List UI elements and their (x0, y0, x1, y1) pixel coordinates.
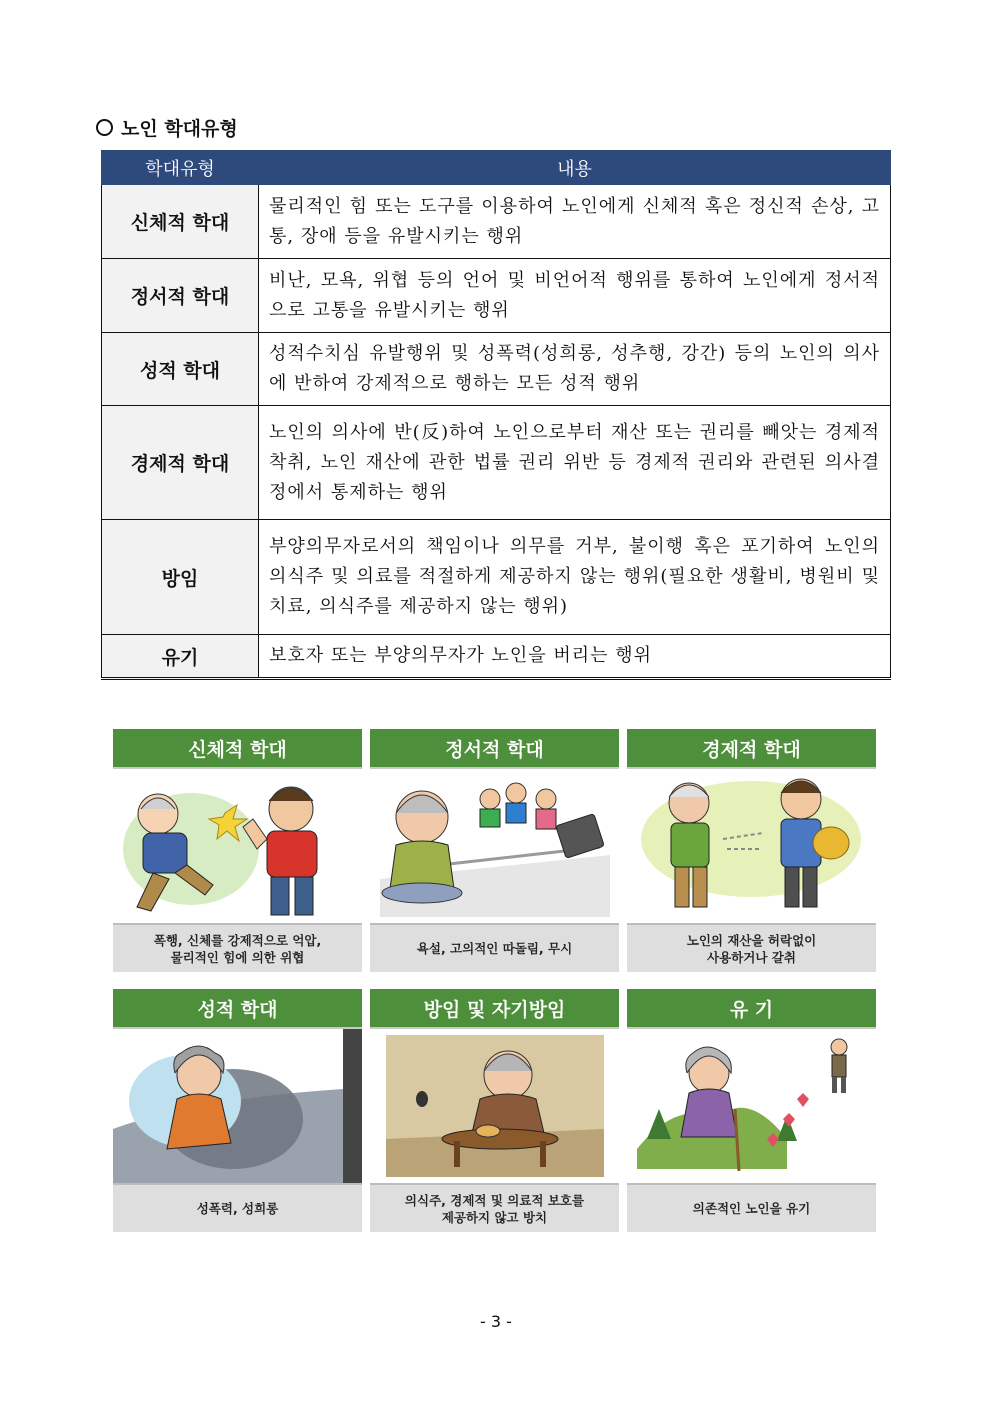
type-cell: 경제적 학대 (102, 406, 259, 520)
table-row (102, 520, 891, 635)
panel-caption: 의식주, 경제적 및 의료적 보호를 제공하지 않고 방치 (370, 1183, 619, 1232)
panel-title: 유 기 (627, 989, 876, 1029)
table-row (102, 333, 891, 406)
economic-abuse-illustration-icon (627, 769, 876, 923)
panel-caption: 성폭력, 성희롱 (113, 1183, 362, 1232)
panel-neglect (370, 989, 619, 1232)
table-row (102, 259, 891, 333)
panel-caption: 폭행, 신체를 강제적으로 억압, 물리적인 힘에 의한 위협 (113, 923, 362, 972)
table-row (102, 635, 891, 679)
panel-title: 경제적 학대 (627, 729, 876, 769)
page-number: - 3 - (480, 1312, 512, 1331)
type-cell: 신체적 학대 (102, 185, 259, 259)
abuse-types-table (101, 150, 891, 680)
panel-title: 정서적 학대 (370, 729, 619, 769)
panel-physical-abuse (113, 729, 362, 972)
physical-abuse-illustration-icon (113, 769, 362, 923)
table-row (102, 185, 891, 259)
panel-abandonment (627, 989, 876, 1232)
desc-cell: 노인의 의사에 반(反)하여 노인으로부터 재산 또는 권리를 빼앗는 경제적 착취, 노인 재산에 관한 법률 권리 위반 등 경제적 권리와 관련된 의사결정에서 통제하는 행위 (259, 406, 891, 520)
panel-title: 성적 학대 (113, 989, 362, 1029)
type-cell: 방임 (102, 520, 259, 635)
section-title: 노인 학대유형 (121, 118, 238, 140)
type-cell: 유기 (102, 635, 259, 679)
sexual-abuse-illustration-icon (113, 1029, 362, 1183)
desc-cell: 부양의무자로서의 책임이나 의무를 거부, 불이행 혹은 포기하여 노인의 의식주 및 의료를 적절하게 제공하지 않는 행위(필요한 생활비, 병원비 및 치료, 의식주를 제공하지 않는 행위) (259, 520, 891, 635)
panel-economic-abuse (627, 729, 876, 972)
header-content: 내용 (259, 151, 891, 185)
panel-caption: 욕설, 고의적인 따돌림, 무시 (370, 923, 619, 972)
panel-sexual-abuse (113, 989, 362, 1232)
panel-caption: 의존적인 노인을 유기 (627, 1183, 876, 1232)
type-cell: 성적 학대 (102, 333, 259, 406)
desc-cell: 보호자 또는 부양의무자가 노인을 버리는 행위 (259, 635, 891, 679)
neglect-illustration-icon (370, 1029, 619, 1183)
table-row (102, 406, 891, 520)
panel-title: 방임 및 자기방임 (370, 989, 619, 1029)
section-heading (96, 114, 238, 141)
type-cell: 정서적 학대 (102, 259, 259, 333)
panel-caption: 노인의 재산을 허락없이 사용하거나 갈취 (627, 923, 876, 972)
desc-cell: 성적수치심 유발행위 및 성폭력(성희롱, 성추행, 강간) 등의 노인의 의사에 반하여 강제적으로 행하는 모든 성적 행위 (259, 333, 891, 406)
panel-emotional-abuse (370, 729, 619, 972)
abandonment-illustration-icon (627, 1029, 876, 1183)
desc-cell: 비난, 모욕, 위협 등의 언어 및 비언어적 행위를 통하여 노인에게 정서적으로 고통을 유발시키는 행위 (259, 259, 891, 333)
desc-cell: 물리적인 힘 또는 도구를 이용하여 노인에게 신체적 혹은 정신적 손상, 고통, 장애 등을 유발시키는 행위 (259, 185, 891, 259)
panel-title: 신체적 학대 (113, 729, 362, 769)
emotional-abuse-illustration-icon (370, 769, 619, 923)
circle-bullet-icon (96, 119, 113, 136)
header-type: 학대유형 (102, 151, 259, 185)
